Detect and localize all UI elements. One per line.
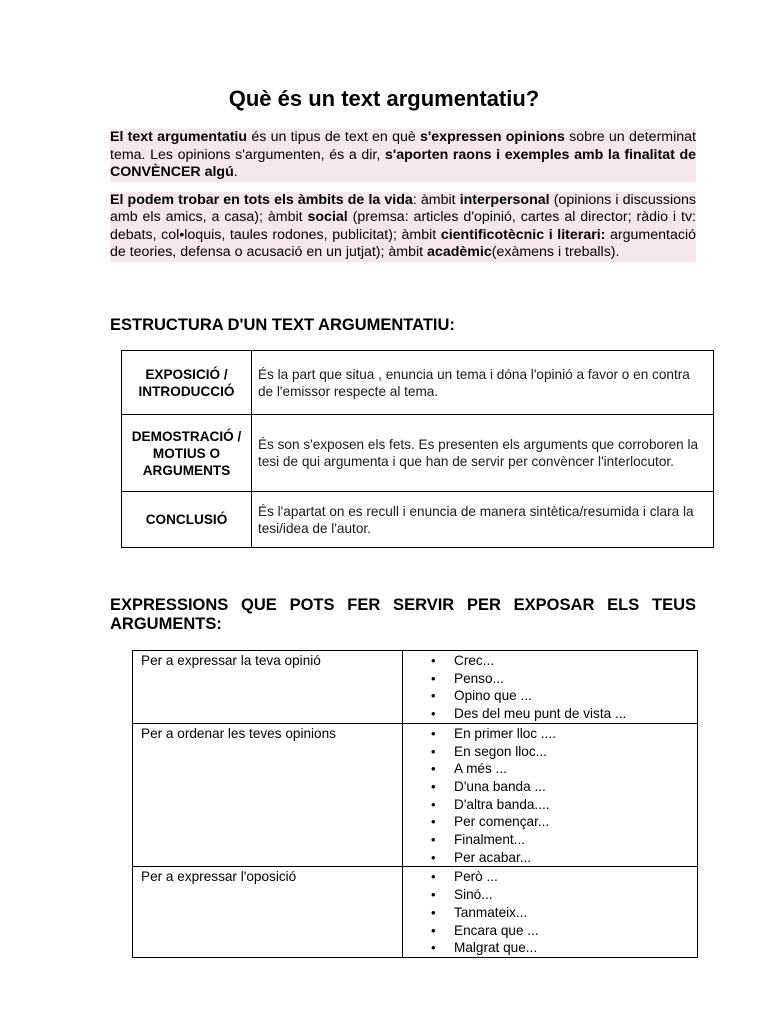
expression-list [403, 868, 697, 957]
intro-text-run: social [307, 209, 348, 225]
list-item: • Sinó... [403, 886, 697, 904]
list-item: • En primer lloc .... [403, 725, 697, 743]
structure-definition: És son s'exposen els fets. Es presenten els arguments que corroboren la tesi de qui argumenta i que han de servir per convèncer l'interlocutor. [252, 415, 714, 492]
intro-text-run: argumentació de teories, defensa o acusació en un jutjat); àmbit [110, 226, 696, 260]
list-item: • Finalment... [403, 831, 697, 849]
structure-definition: És la part que situa , enuncia un tema i dóna l'opinió a favor o en contra de l'emissor respecte al tema. [252, 351, 714, 415]
list-item: • Malgrat que... [403, 939, 697, 957]
structure-row [122, 492, 714, 548]
expression-list [403, 725, 697, 867]
intro-text-run: (opinions i discussions amb els amics, a casa); àmbit [110, 191, 697, 225]
intro-text-run: s'expressen opinions [420, 129, 565, 145]
expression-category: Per a expressar l'oposició [133, 867, 403, 958]
intro-text-run: : àmbit [412, 191, 460, 208]
intro-text-run: . [233, 164, 238, 180]
list-item: • Crec... [403, 652, 697, 670]
list-item: • En segon lloc... [403, 743, 697, 761]
intro-block [110, 129, 696, 262]
intro-text-run: (premsa: articles d'opinió, cartes al director; ràdio i tv: debats, col•loquis, taules rodones, publicitat); àmbit [110, 209, 696, 243]
intro-text-run: sobre un determinat tema. Les opinions s'argumenten, és a dir, [110, 129, 696, 163]
expression-category: Per a ordenar les teves opinions [133, 723, 403, 867]
expression-items-cell [403, 651, 698, 724]
structure-table [121, 350, 714, 548]
expression-items-cell [403, 723, 698, 867]
expressions-table [132, 650, 698, 958]
page-title: Què és un text argumentatiu? [228, 86, 540, 111]
structure-term: CONCLUSIÓ [122, 492, 252, 548]
list-item: • Opino que ... [403, 687, 697, 705]
structure-term: DEMOSTRACIÓ / MOTIUS O ARGUMENTS [122, 415, 252, 492]
intro-text-run: El podem trobar en tots els àmbits de la vida [110, 191, 413, 208]
intro-text-run: El text argumentatiu [110, 129, 248, 145]
list-item: • Des del meu punt de vista ... [403, 705, 697, 723]
structure-heading: ESTRUCTURA D'UN TEXT ARGUMENTATIU: [110, 316, 455, 334]
structure-row [122, 415, 714, 492]
intro-text-run: interpersonal [459, 191, 550, 208]
structure-definition: És l'apartat on es recull i enuncia de manera sintètica/resumida i clara la tesi/idea de l'autor. [252, 492, 714, 548]
list-item: • D'altra banda.... [403, 796, 697, 814]
list-item: • D'una banda ... [403, 778, 697, 796]
list-item: • Penso... [403, 670, 697, 688]
expression-items-cell [403, 867, 698, 958]
intro-text-run: cientificotècnic i literari: [440, 226, 606, 243]
list-item: • Però ... [403, 868, 697, 886]
structure-term: EXPOSICIÓ / INTRODUCCIÓ [122, 351, 252, 415]
list-item: • Per acabar... [403, 849, 697, 867]
list-item: • Tanmateix... [403, 904, 697, 922]
intro-text-run: (exàmens i treballs). [491, 244, 620, 260]
list-item: • Per començar... [403, 813, 697, 831]
intro-paragraph-definition [110, 129, 696, 182]
structure-row [122, 351, 714, 415]
intro-text-run: s'aporten raons i exemples amb la finalitat de CONVÈNCER algú [110, 146, 697, 180]
expression-row [133, 723, 698, 867]
intro-text-run: acadèmic [427, 244, 492, 260]
expression-list [403, 652, 697, 723]
expression-row [133, 651, 698, 724]
expression-category: Per a expressar la teva opinió [133, 651, 403, 724]
list-item: • Encara que ... [403, 922, 697, 940]
list-item: • A més ... [403, 760, 697, 778]
intro-paragraph-contexts [110, 192, 696, 262]
intro-text-run: és un tipus de text en què [247, 129, 421, 145]
expression-row [133, 867, 698, 958]
expressions-heading: EXPRESSIONS QUE POTS FER SERVIR PER EXPOSAR ELS TEUS ARGUMENTS: [110, 596, 696, 633]
